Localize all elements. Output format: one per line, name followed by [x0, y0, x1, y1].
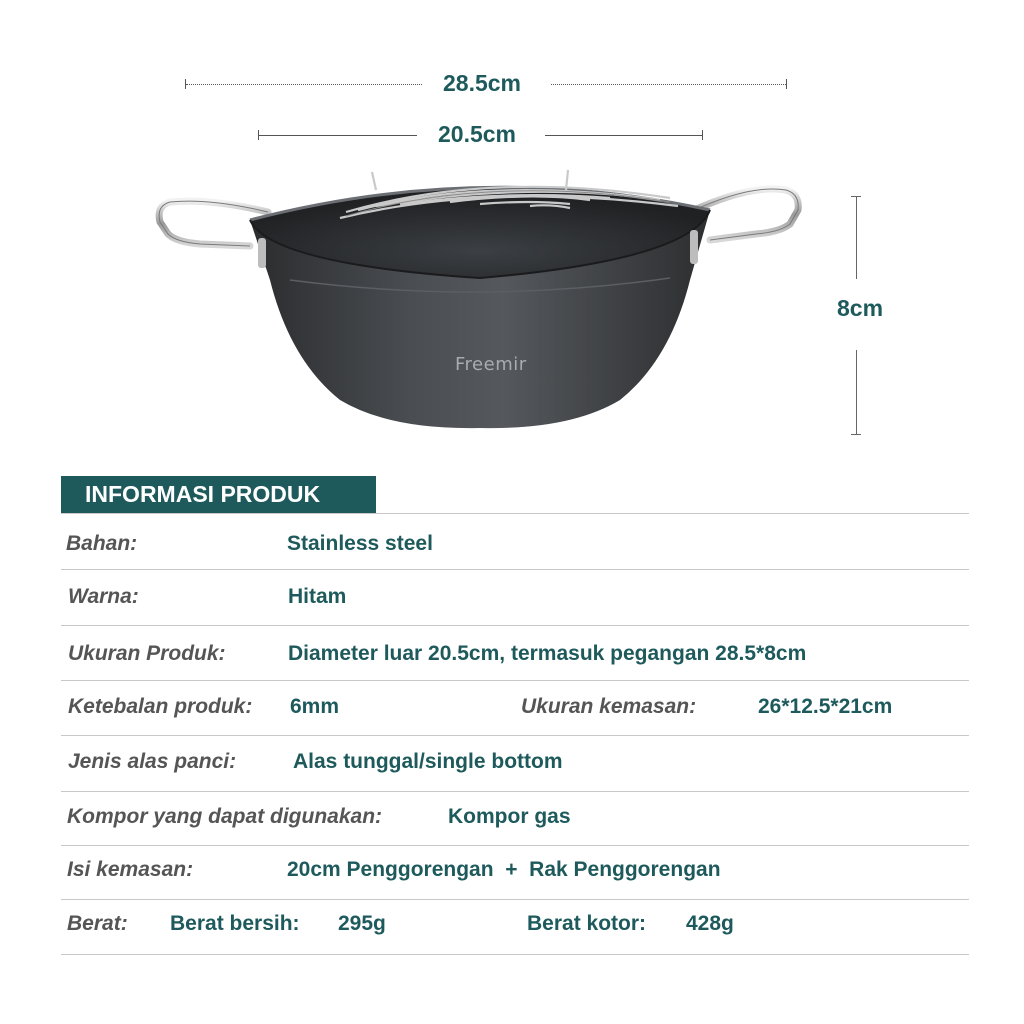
warna-label: Warna:: [68, 585, 139, 608]
divider: [61, 899, 969, 900]
divider: [61, 680, 969, 681]
alas-value: Alas tunggal/single bottom: [293, 750, 563, 773]
ukuran-label: Ukuran Produk:: [68, 642, 226, 665]
height-label: 8cm: [837, 295, 884, 321]
berat-label: Berat:: [67, 912, 128, 935]
frying-pot-image: [150, 160, 810, 440]
dimension-line: [551, 84, 786, 85]
divider: [61, 569, 969, 570]
dimension-tick: [702, 130, 703, 140]
ketebalan-label: Ketebalan produk:: [68, 695, 253, 718]
isi-value: 20cm Penggorengan + Rak Penggorengan: [287, 858, 721, 881]
ukuran-value: Diameter luar 20.5cm, termasuk pegangan 28.5*8cm: [288, 642, 807, 665]
dimension-line: [545, 135, 702, 136]
kompor-value: Kompor gas: [448, 805, 571, 828]
isi-label: Isi kemasan:: [67, 858, 194, 881]
bahan-label: Bahan:: [66, 532, 138, 555]
kompor-label: Kompor yang dapat digunakan:: [67, 805, 383, 828]
divider: [61, 845, 969, 846]
outer-width-label: 28.5cm: [443, 70, 522, 96]
inner-diameter-label: 20.5cm: [438, 121, 517, 147]
divider: [61, 791, 969, 792]
brand-logo: Freemir: [455, 354, 527, 375]
dimension-line: [856, 350, 857, 434]
berat-kotor-label: Berat kotor:: [527, 912, 647, 935]
divider: [61, 513, 969, 514]
berat-kotor-value: 428g: [686, 912, 734, 935]
warna-value: Hitam: [288, 585, 347, 608]
divider: [61, 625, 969, 626]
dimension-line: [259, 135, 417, 136]
kemasan-label: Ukuran kemasan:: [521, 695, 697, 718]
ketebalan-value: 6mm: [290, 695, 340, 718]
dimension-line: [856, 197, 857, 279]
dimension-tick: [786, 79, 787, 89]
dimension-tick: [851, 434, 861, 435]
divider: [61, 735, 969, 736]
dimension-line: [186, 84, 422, 85]
alas-label: Jenis alas panci:: [68, 750, 237, 773]
section-header: INFORMASI PRODUK: [61, 476, 376, 513]
berat-bersih-label: Berat bersih:: [170, 912, 300, 935]
bahan-value: Stainless steel: [287, 532, 433, 555]
kemasan-value: 26*12.5*21cm: [758, 695, 893, 718]
berat-bersih-value: 295g: [338, 912, 386, 935]
divider: [61, 954, 969, 955]
